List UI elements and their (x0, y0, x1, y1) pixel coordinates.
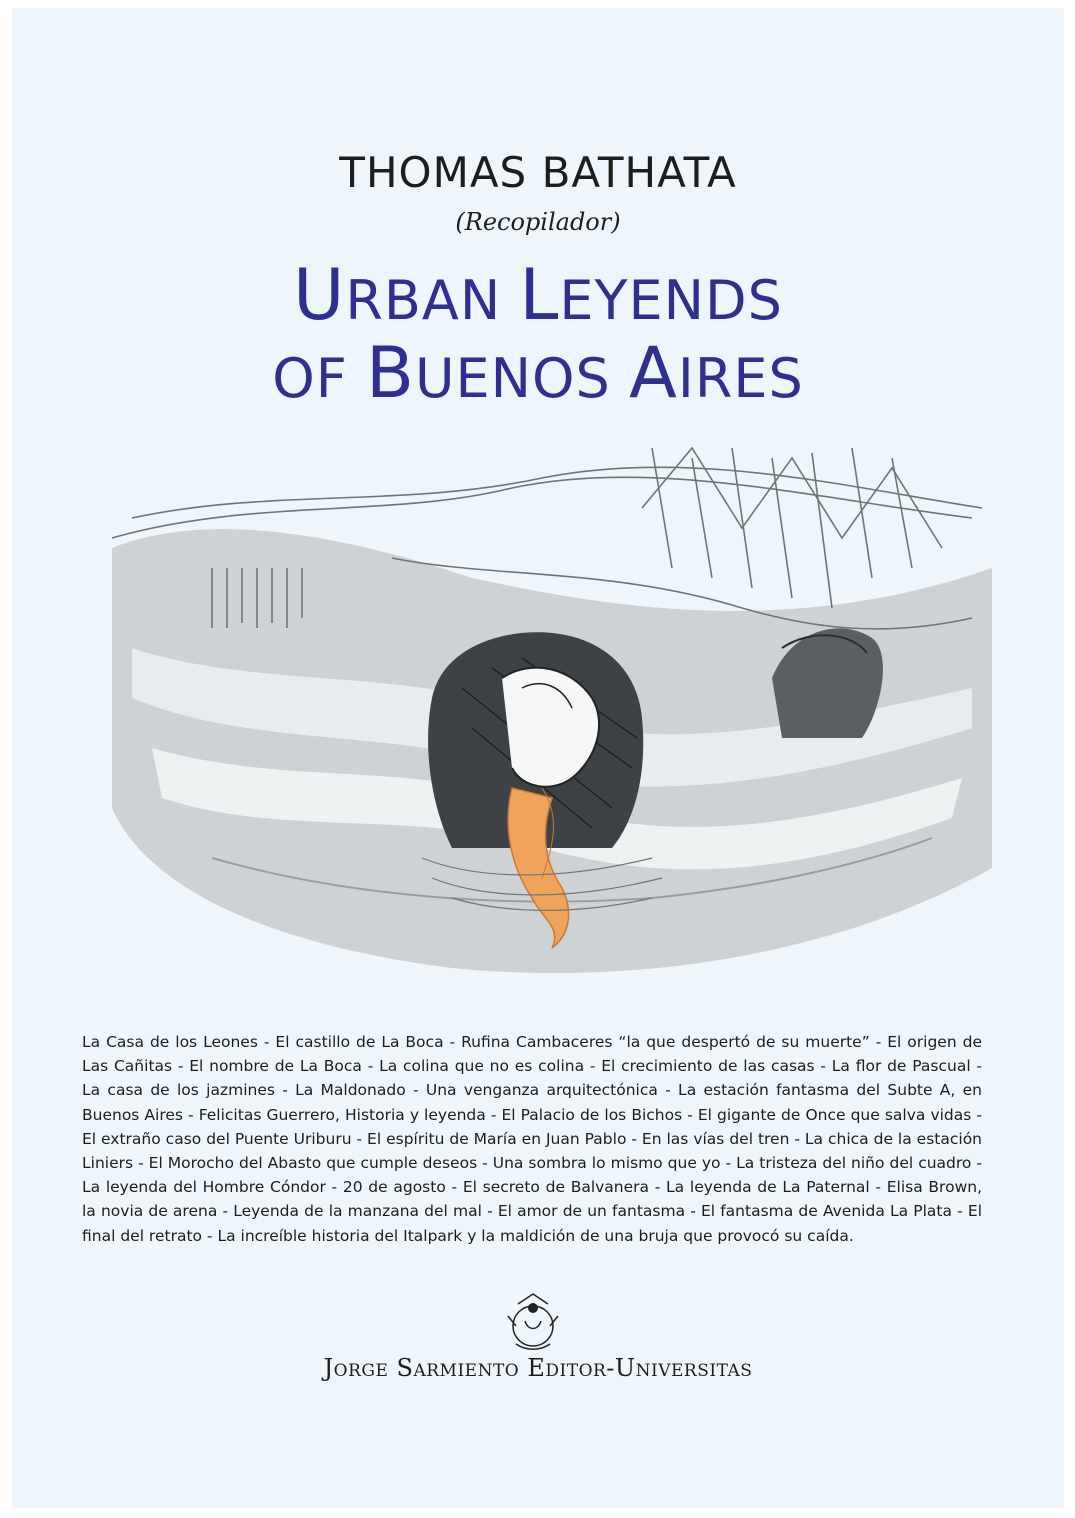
title-text: OF (272, 347, 366, 410)
author-role: (Recopilador) (455, 208, 621, 236)
title-text: UENOS (415, 347, 629, 410)
publisher-seal-icon (498, 1286, 568, 1356)
title-initial: U (293, 254, 346, 336)
mermaid-sketch-illustration (92, 428, 1012, 988)
title-text: EYENDS (559, 269, 783, 332)
title-line-1 (12, 254, 1064, 336)
title-initial: B (365, 332, 416, 414)
title-text: RBAN (345, 269, 520, 332)
title-line-2 (12, 332, 1064, 414)
title-initial: L (519, 254, 560, 336)
book-cover (12, 8, 1064, 1508)
contents-list: La Casa de los Leones - El castillo de La Boca - Rufina Cambaceres “la que despertó de su muerte” - El origen de Las Cañitas - El nombre de La Boca - La colina que no es colina - El crecimiento de las casas - La flor de Pascual - La casa de los jazmines - La Maldonado - Una venganza arquitectónica - La estación fantasma del Subte A, en Buenos Aires - Felicitas Guerrero, Historia y leyenda - El Palacio de los Bichos - El gigante de Once que salva vidas - El extraño caso del Puente Uriburu - El espíritu de María en Juan Pablo - En las vías del tren - La chica de la estación Liniers - El Morocho del Abasto que cumple deseos - Una sombra lo mismo que yo - La tristeza del niño del cuadro - La leyenda del Hombre Cóndor - 20 de agosto - El secreto de Balvanera - La leyenda de La Paternal - Elisa Brown, la novia de arena - Leyenda de la manzana del mal - El amor de un fantasma - El fantasma de Avenida La Plata - El final del retrato - La increíble historia del Italpark y la maldición de una bruja que provocó su caída. (82, 1033, 982, 1245)
title-text: IRES (677, 347, 804, 410)
publisher-name: Jorge Sarmiento Editor-Universitas (323, 1354, 753, 1382)
title-initial: A (629, 332, 678, 414)
author-name: THOMAS BATHATA (339, 148, 737, 197)
